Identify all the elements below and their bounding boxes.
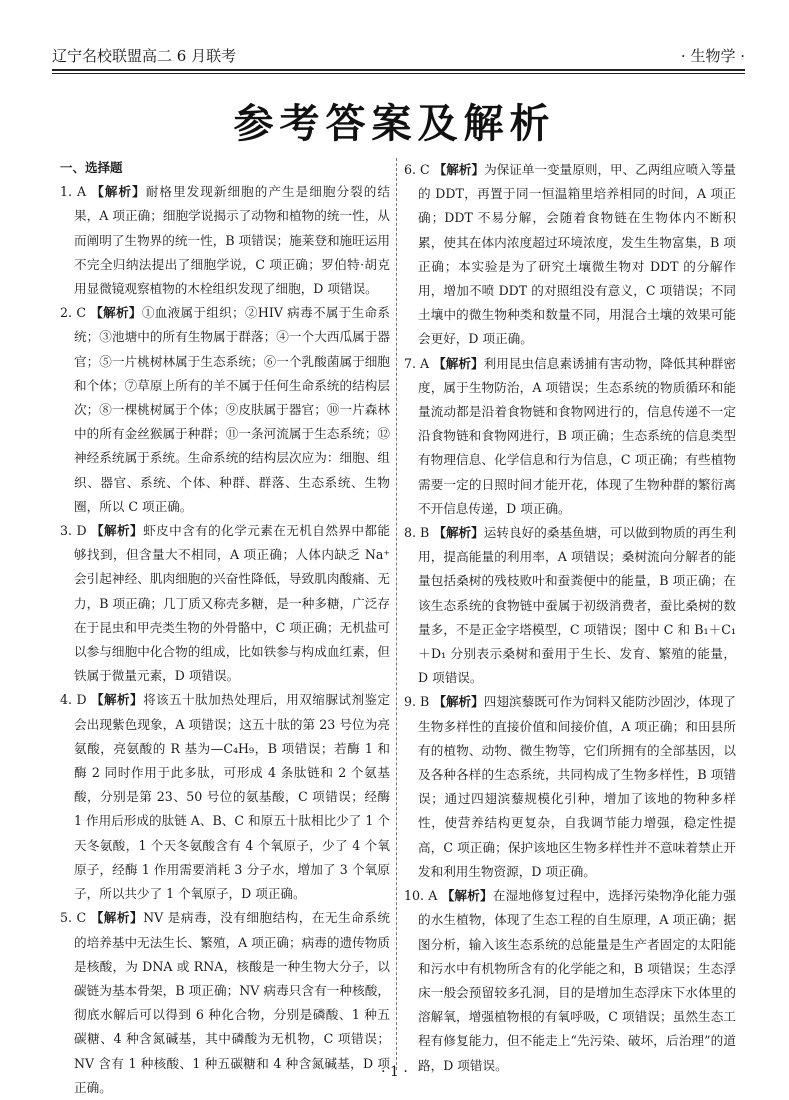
running-header [52, 44, 745, 66]
answer-number: 7. A [404, 355, 430, 371]
answer-item-1 [60, 180, 390, 301]
answer-text: 四翅滨藜既可作为饲料又能防沙固沙，体现了生物多样性的直接价值和间接价值，A 项正确；和田县所有的植物、动物、微生物等，它们所拥有的全部基因，以及各种各样的生态系统，共同构成了生物多样性，B 项错误；通过四翅滨藜规模化引种，增加了该地的物种多样性，使营养结构更复杂，自我调节能力增强，稳定性提高，C 项正确；保护该地区生物多样性并不意味着禁止开发和利用生物资源，D 项正确。 [418, 694, 737, 879]
answer-item-3 [60, 519, 390, 688]
answer-text: NV 是病毒，没有细胞结构，在无生命系统的培养基中无法生长、繁殖，A 项正确；病毒的遗传物质是核酸，为 DNA 或 RNA，核酸是一种生物大分子，以碳链为基本骨架，B 项正确；NV 病毒只含有一种核酸，彻底水解后可以得到 6 种化合物，分别是磷酸、1 种五碳糖、4 种含氮碱基，其中磷酸为无机物，C 项错误；NV 含有 1 种核酸、1 种五碳糖和 4 种含氮碱基，D 项正确。 [74, 910, 390, 1095]
answer-text: 耐格里发现新细胞的产生是细胞分裂的结果，A 项正确；细胞学说揭示了动物和植物的统一性，从而阐明了生物界的统一性，B 项错误；施莱登和施旺运用不完全归纳法提出了细胞学说，C 项正确；罗伯特·胡克用显微镜观察植物的木栓组织发现了细胞，D 项错误。 [74, 184, 390, 297]
answer-item-2 [60, 301, 390, 519]
header-rule-thick [52, 69, 745, 71]
answer-item-4 [60, 688, 390, 906]
subject-name: · 生物学 · [680, 47, 745, 65]
answer-item-10 [404, 884, 736, 1078]
column-divider [396, 158, 397, 1070]
answer-text: 运转良好的桑基鱼塘，可以做到物质的再生利用，提高能量的利用率，A 项错误；桑树流向分解者的能量包括桑树的残枝败叶和蚕粪便中的能量，B 项正确；在该生态系统的食物链中蚕属于初级消费者，蚕比桑树的数量多，不是正金字塔模型，C 项错误；图中 C 和 B₁＋C₁＋D₁ 分别表示桑树和蚕用于生长、发育、繁殖的能量，D 项错误。 [418, 525, 737, 686]
answer-number: 4. D [60, 692, 87, 708]
analysis-tag: 【解析】 [433, 525, 484, 541]
analysis-tag: 【解析】 [90, 523, 144, 539]
answer-number: 1. A [60, 184, 87, 200]
answer-item-9 [404, 690, 736, 884]
answer-text: 将该五十肽加热处理后，用双缩脲试剂鉴定会出现紫色现象，A 项错误；这五十肽的第 23 号位为亮氨酸，亮氨酸的 R 基为—C₄H₉，B 项错误；若酶 1 和酶 2 同时作用于此多肽，可形成 4 条肽链和 2 个氨基酸，分别是第 23、50 号位的氨基酸，C 项错误；经酶 1 作用后形成的肽链 A、B、C 和原五十肽相比少了 1 个天冬氨酸，1 个天冬氨酸含有 4 个氧原子，少了 4 个氧原子，经酶 1 作用需要消耗 3 分子水，增加了 3 个氧原子，所以共少了 1 个氧原子，D 项正确。 [74, 692, 390, 902]
right-column [404, 158, 736, 1078]
analysis-tag: 【解析】 [433, 162, 485, 177]
section-title: 一、选择题 [60, 160, 123, 175]
page-number: · 1 · [381, 1064, 408, 1080]
answer-number: 9. B [404, 694, 430, 710]
analysis-tag: 【解析】 [90, 305, 142, 321]
page-title: 参考答案及解析 [233, 101, 556, 147]
answer-number: 5. C [60, 910, 87, 926]
answer-text: ①血液属于组织；②HIV 病毒不属于生命系统；③池塘中的所有生物属于群落；④一个大西瓜属于器官；⑤一片桃树林属于生态系统；⑥一个乳酸菌属于细胞和个体；⑦草原上所有的羊不属于任何生命系统的结构层次；⑧一棵桃树属于个体；⑨皮肤属于器官；⑩一片森林中的所有金丝猴属于种群；⑪一条河流属于生态系统；⑫神经系统属于系统。生命系统的结构层次应为：细胞、组织、器官、系统、个体、种群、群落、生态系统、生物圈，所以 C 项正确。 [74, 305, 391, 514]
analysis-tag: 【解析】 [441, 888, 493, 904]
answer-text: 为保证单一变量原则，甲、乙两组应喷入等量的 DDT，再置于同一恒温箱里培养相同的时间，A 项正确；DDT 不易分解，会随着食物链在生物体内不断积累，使其在体内浓度超过环境浓度，发生生物富集，B 项正确；本实验是为了研究土壤微生物对 DDT 的分解作用，增加不喷 DDT 的对照组没有意义，C 项错误；不同土壤中的微生物种类和数量不同，用混合土壤的效果可能会更好，D 项正确。 [418, 162, 737, 347]
analysis-tag: 【解析】 [90, 910, 144, 926]
analysis-tag: 【解析】 [433, 355, 484, 371]
answer-number: 6. C [404, 162, 430, 177]
answer-item-8 [404, 521, 736, 690]
analysis-tag: 【解析】 [91, 184, 146, 200]
answer-number: 2. C [60, 305, 86, 321]
analysis-tag: 【解析】 [90, 692, 144, 708]
answer-number: 8. B [404, 525, 430, 541]
analysis-tag: 【解析】 [433, 694, 484, 710]
answer-item-7 [404, 352, 736, 521]
answer-number: 3. D [60, 523, 87, 539]
answer-number: 10. A [404, 888, 438, 904]
header-rule-thin [52, 73, 745, 74]
answer-text: 在湿地修复过程中，选择污染物净化能力强的水生植物，体现了生态工程的自生原理，A 项正确；据图分析，输入该生态系统的总能量是生产者固定的太阳能和污水中有机物所含有的化学能之和，B 项错误；生态浮床一般会预留较多孔洞，目的是增加生态浮床下水体里的溶解氧，增强植物根的有氧呼吸，C 项错误；虽然生态工程有修复能力，但不能走上“先污染、破坏，后治理”的道路，D 项错误。 [418, 888, 737, 1073]
answer-text: 利用昆虫信息素诱捕有害动物，降低其种群密度，属于生物防治，A 项错误；生态系统的物质循环和能量流动都是沿着食物链和食物网进行的，信息传递不一定沿食物链和食物网进行，B 项正确；生态系统的信息类型有物理信息、化学信息和行为信息，C 项正确；有些植物需要一定的日照时间才能开花，体现了生物种群的繁衍离不开信息传递，D 项正确。 [418, 355, 736, 516]
answer-text: 虾皮中含有的化学元素在无机自然界中都能够找到，但含量大不相同，A 项正确；人体内缺乏 Na⁺ 会引起神经、肌肉细胞的兴奋性降低，导致肌肉酸痛、无力，B 项正确；几丁质又称壳多糖，是一种多糖，广泛存在于昆虫和甲壳类生物的外骨骼中，C 项正确；无机盐可以参与细胞中化合物的组成，比如铁参与构成血红素，但铁属于微量元素，D 项错误。 [74, 523, 390, 684]
exam-name: 辽宁名校联盟高二 6 月联考 [52, 47, 237, 65]
left-column [60, 156, 390, 1100]
answer-item-6 [404, 158, 736, 352]
